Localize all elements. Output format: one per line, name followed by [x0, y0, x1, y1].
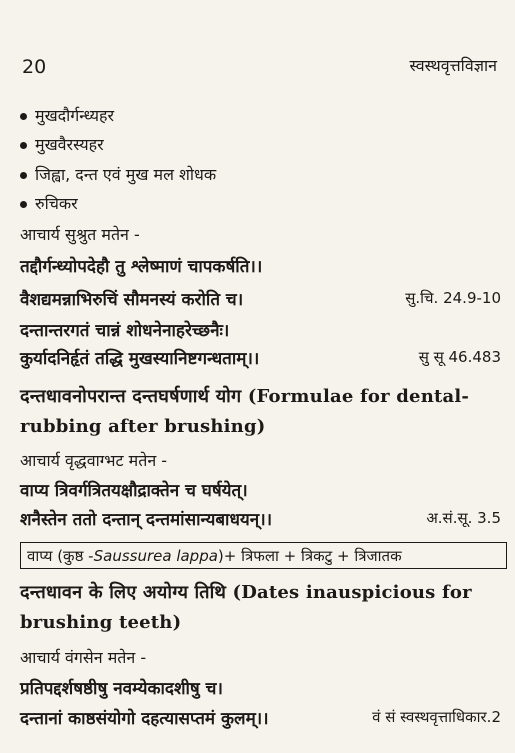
benefit-item — [20, 163, 216, 185]
formula-box — [20, 542, 507, 569]
citation-ref: वं सं स्वस्थवृत्ताधिकार.2 — [372, 708, 501, 726]
verse-line: तद्दौर्गन्ध्योपदेहौ तु श्लेष्माणं चापकर्षति।। — [20, 257, 263, 277]
benefit-item — [20, 192, 78, 214]
bullet-icon — [20, 142, 27, 149]
benefit-item — [20, 104, 114, 126]
bullet-icon — [20, 172, 27, 179]
benefit-text: मुखदौर्गन्ध्यहर — [35, 106, 115, 125]
benefit-text: रुचिकर — [35, 194, 78, 213]
benefit-item — [20, 133, 104, 155]
bullet-icon — [20, 201, 27, 208]
verse-line: कुर्यादनिर्हृतं तद्धि मुखस्यानिष्टगन्धताम्।। — [20, 349, 260, 369]
section-heading: brushing teeth) — [20, 612, 182, 633]
benefit-text: मुखवैरस्यहर — [35, 135, 104, 154]
section-heading: दन्तधावन के लिए अयोग्य तिथि (Dates inauspicious for — [20, 582, 472, 603]
attribution-vriddhavagbhata: आचार्य वृद्धवाग्भट मतेन - — [20, 451, 168, 470]
bullet-icon — [20, 113, 27, 120]
verse-line: वैशद्यमन्नाभिरुचिं सौमनस्यं करोति च। — [20, 290, 244, 310]
verse-line: शनैस्तेन ततो दन्तान् दन्तमांसान्यबाधयन्।। — [20, 510, 273, 530]
section-heading: दन्तधावनोपरान्त दन्तघर्षणार्थ योग (Formulae for dental- — [20, 386, 470, 407]
verse-line: प्रतिपद्दर्शषष्ठीषु नवम्येकादशीषु च। — [20, 679, 223, 699]
page-number: 20 — [22, 56, 47, 78]
formula-text: वाप्य (कुष्ठ - — [27, 547, 94, 565]
attribution-vangasena: आचार्य वंगसेन मतेन - — [20, 648, 147, 667]
verse-line: दन्तान्तरगतं चान्नं शोधनेनाहरेच्छनैः। — [20, 321, 230, 341]
citation-ref: सु सू 46.483 — [418, 348, 501, 366]
running-title: स्वस्थवृत्तविज्ञान — [409, 56, 497, 75]
citation-ref: सु.चि. 24.9-10 — [405, 289, 501, 307]
verse-line: वाप्य त्रिवर्गत्रितयक्षौद्राक्तेन च घर्षयेत्। — [20, 481, 248, 501]
formula-latin-name: Saussurea lappa — [93, 547, 218, 565]
section-heading: rubbing after brushing) — [20, 416, 266, 437]
formula-text: )+ त्रिफला + त्रिकटु + त्रिजातक — [217, 547, 402, 565]
benefit-text: जिह्वा, दन्त एवं मुख मल शोधक — [35, 165, 217, 184]
attribution-sushruta: आचार्य सुश्रुत मतेन - — [20, 225, 140, 244]
verse-line: दन्तानां काष्ठसंयोगो दहत्यासप्तमं कुलम्।। — [20, 709, 269, 729]
citation-ref: अ.सं.सू. 3.5 — [426, 509, 501, 527]
